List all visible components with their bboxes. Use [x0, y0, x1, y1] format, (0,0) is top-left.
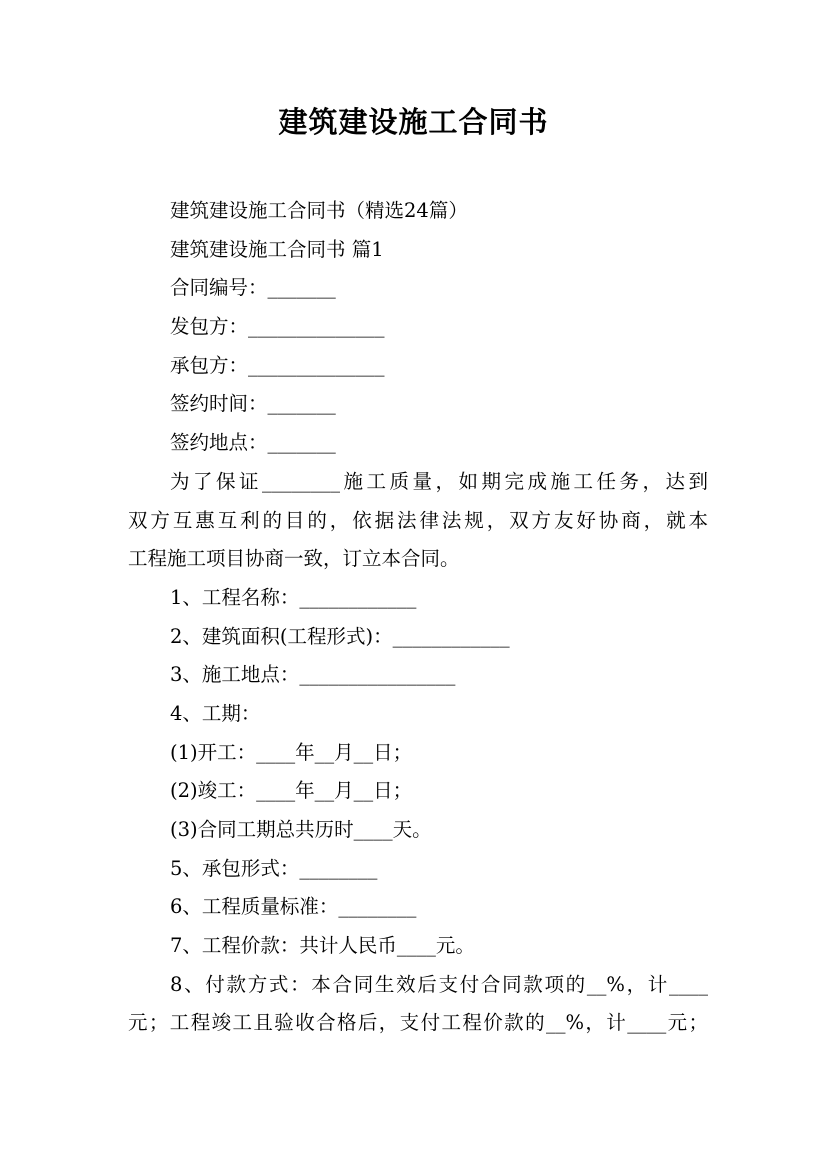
clause-contract-form: 5、承包形式：________ — [170, 856, 378, 880]
clause-site-location: 3、施工地点：________________ — [170, 663, 456, 687]
signing-time-line: 签约时间：_______ — [170, 392, 336, 416]
section-heading: 建筑建设施工合同书 篇1 — [170, 237, 384, 261]
clause-total-days: (3)合同工期总共历时____天。 — [170, 818, 432, 841]
preamble-line-1: 为了保证________施工质量，如期完成施工任务，达到 — [170, 469, 708, 493]
clause-building-area: 2、建筑面积(工程形式)：____________ — [170, 624, 510, 648]
contractor-line: 承包方：______________ — [170, 353, 385, 377]
clause-payment-line-1: 8、付款方式：本合同生效后支付合同款项的__%，计____ — [170, 972, 708, 996]
clause-quality-standard: 6、工程质量标准：________ — [170, 895, 417, 919]
contract-number-line: 合同编号：_______ — [170, 276, 336, 300]
clause-start-date: (1)开工：____年__月__日； — [170, 740, 413, 764]
document-body — [128, 192, 708, 1043]
clause-completion-date: (2)竣工：____年__月__日； — [170, 779, 413, 803]
subtitle-line: 建筑建设施工合同书（精选24篇） — [170, 199, 468, 222]
preamble-line-2: 双方互惠互利的目的，依据法律法规，双方友好协商，就本 — [128, 508, 708, 532]
employer-line: 发包方：______________ — [170, 315, 385, 339]
clause-price: 7、工程价款：共计人民币____元。 — [170, 934, 475, 958]
clause-payment-line-2: 元；工程竣工且验收合格后，支付工程价款的__%，计____元； — [128, 1011, 708, 1035]
preamble-line-3: 工程施工项目协商一致，订立本合同。 — [128, 547, 460, 571]
clause-duration: 4、工期： — [170, 701, 261, 725]
signing-place-line: 签约地点：_______ — [170, 431, 336, 455]
document-title: 建筑建设施工合同书 — [278, 105, 549, 139]
clause-project-name: 1、工程名称：____________ — [170, 585, 417, 609]
